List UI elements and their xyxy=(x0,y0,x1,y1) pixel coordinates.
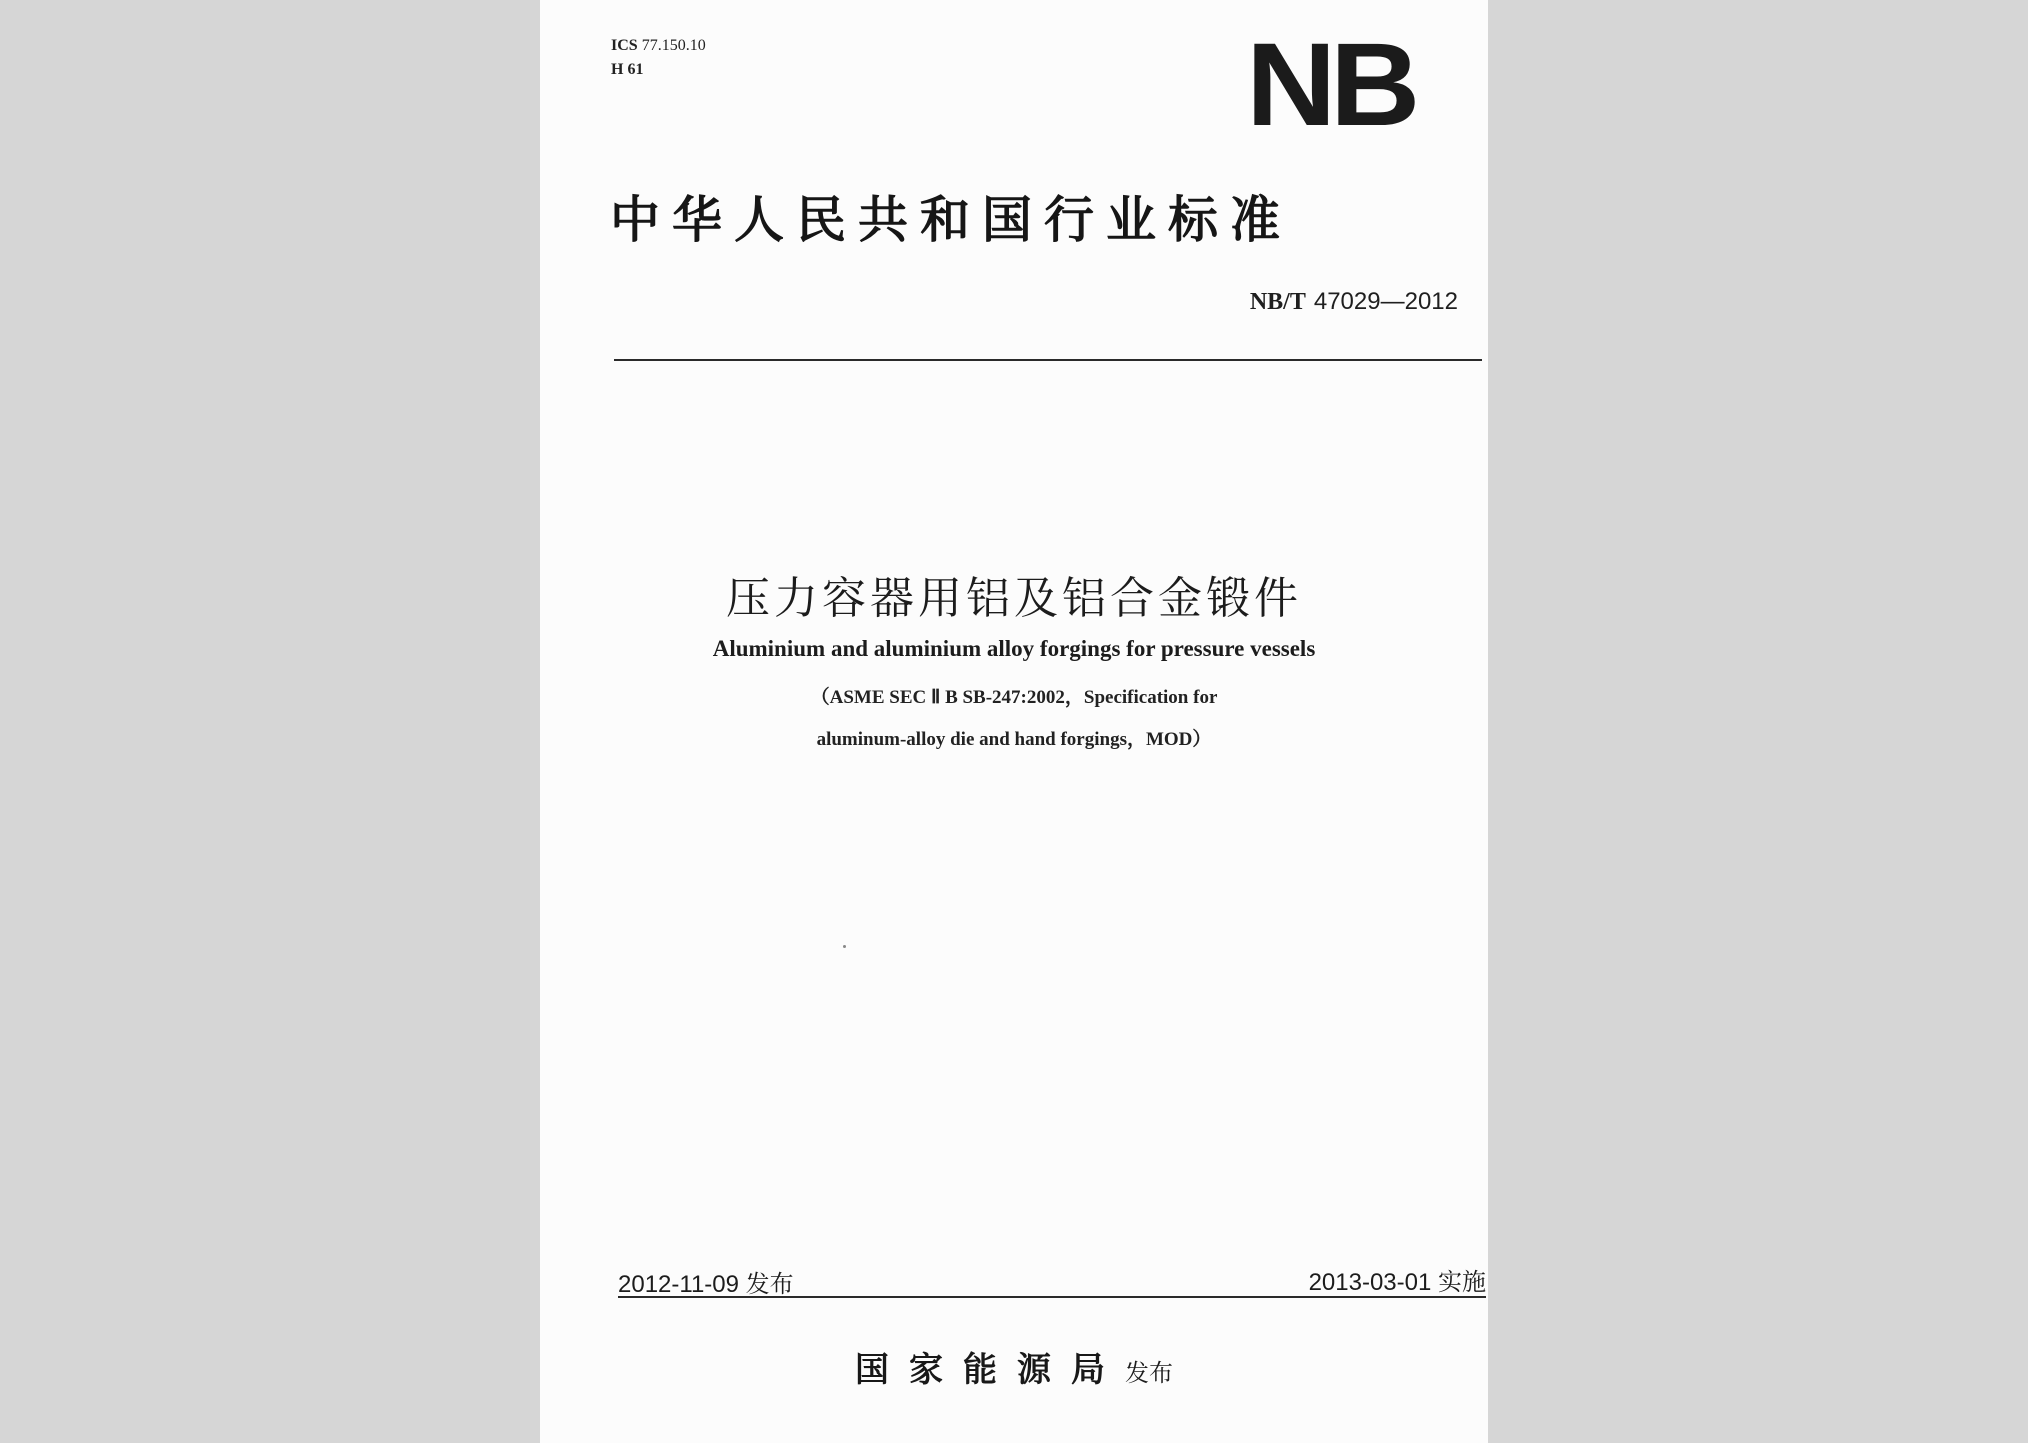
implementation-date: 2013-03-01 实施 xyxy=(1308,1269,1486,1296)
nb-logo: NB xyxy=(1246,19,1414,151)
ics-line xyxy=(611,34,706,58)
top-divider xyxy=(614,359,1482,361)
industry-standard-title: 中华人民共和国行业标准 xyxy=(610,190,1292,249)
equivalence-line-2: aluminum-alloy die and hand forgings，MOD） xyxy=(816,729,1212,750)
standard-prefix: NB/T xyxy=(1249,289,1306,315)
classification-codes xyxy=(611,34,706,82)
standard-number xyxy=(1250,288,1458,316)
document-page xyxy=(540,0,1488,1443)
ccs-code: H 61 xyxy=(611,61,644,78)
publisher-name: 国家能源局 xyxy=(855,1350,1125,1390)
ics-label: ICS xyxy=(611,37,638,54)
publisher xyxy=(540,1342,1488,1391)
chinese-title: 压力容器用铝及铝合金锻件 xyxy=(726,573,1302,624)
bottom-divider xyxy=(618,1296,1486,1298)
publisher-suffix: 发布 xyxy=(1125,1359,1173,1387)
english-title: Aluminium and aluminium alloy forgings for pressure vessels xyxy=(712,636,1316,661)
ics-code: 77.150.10 xyxy=(641,37,706,54)
issue-date: 2012-11-09 发布 xyxy=(618,1271,794,1298)
scan-speck xyxy=(843,945,846,948)
standard-code: 47029—2012 xyxy=(1313,288,1458,315)
equivalence-line-1: （ASME SEC Ⅱ B SB-247:2002，Specification for xyxy=(810,687,1218,708)
